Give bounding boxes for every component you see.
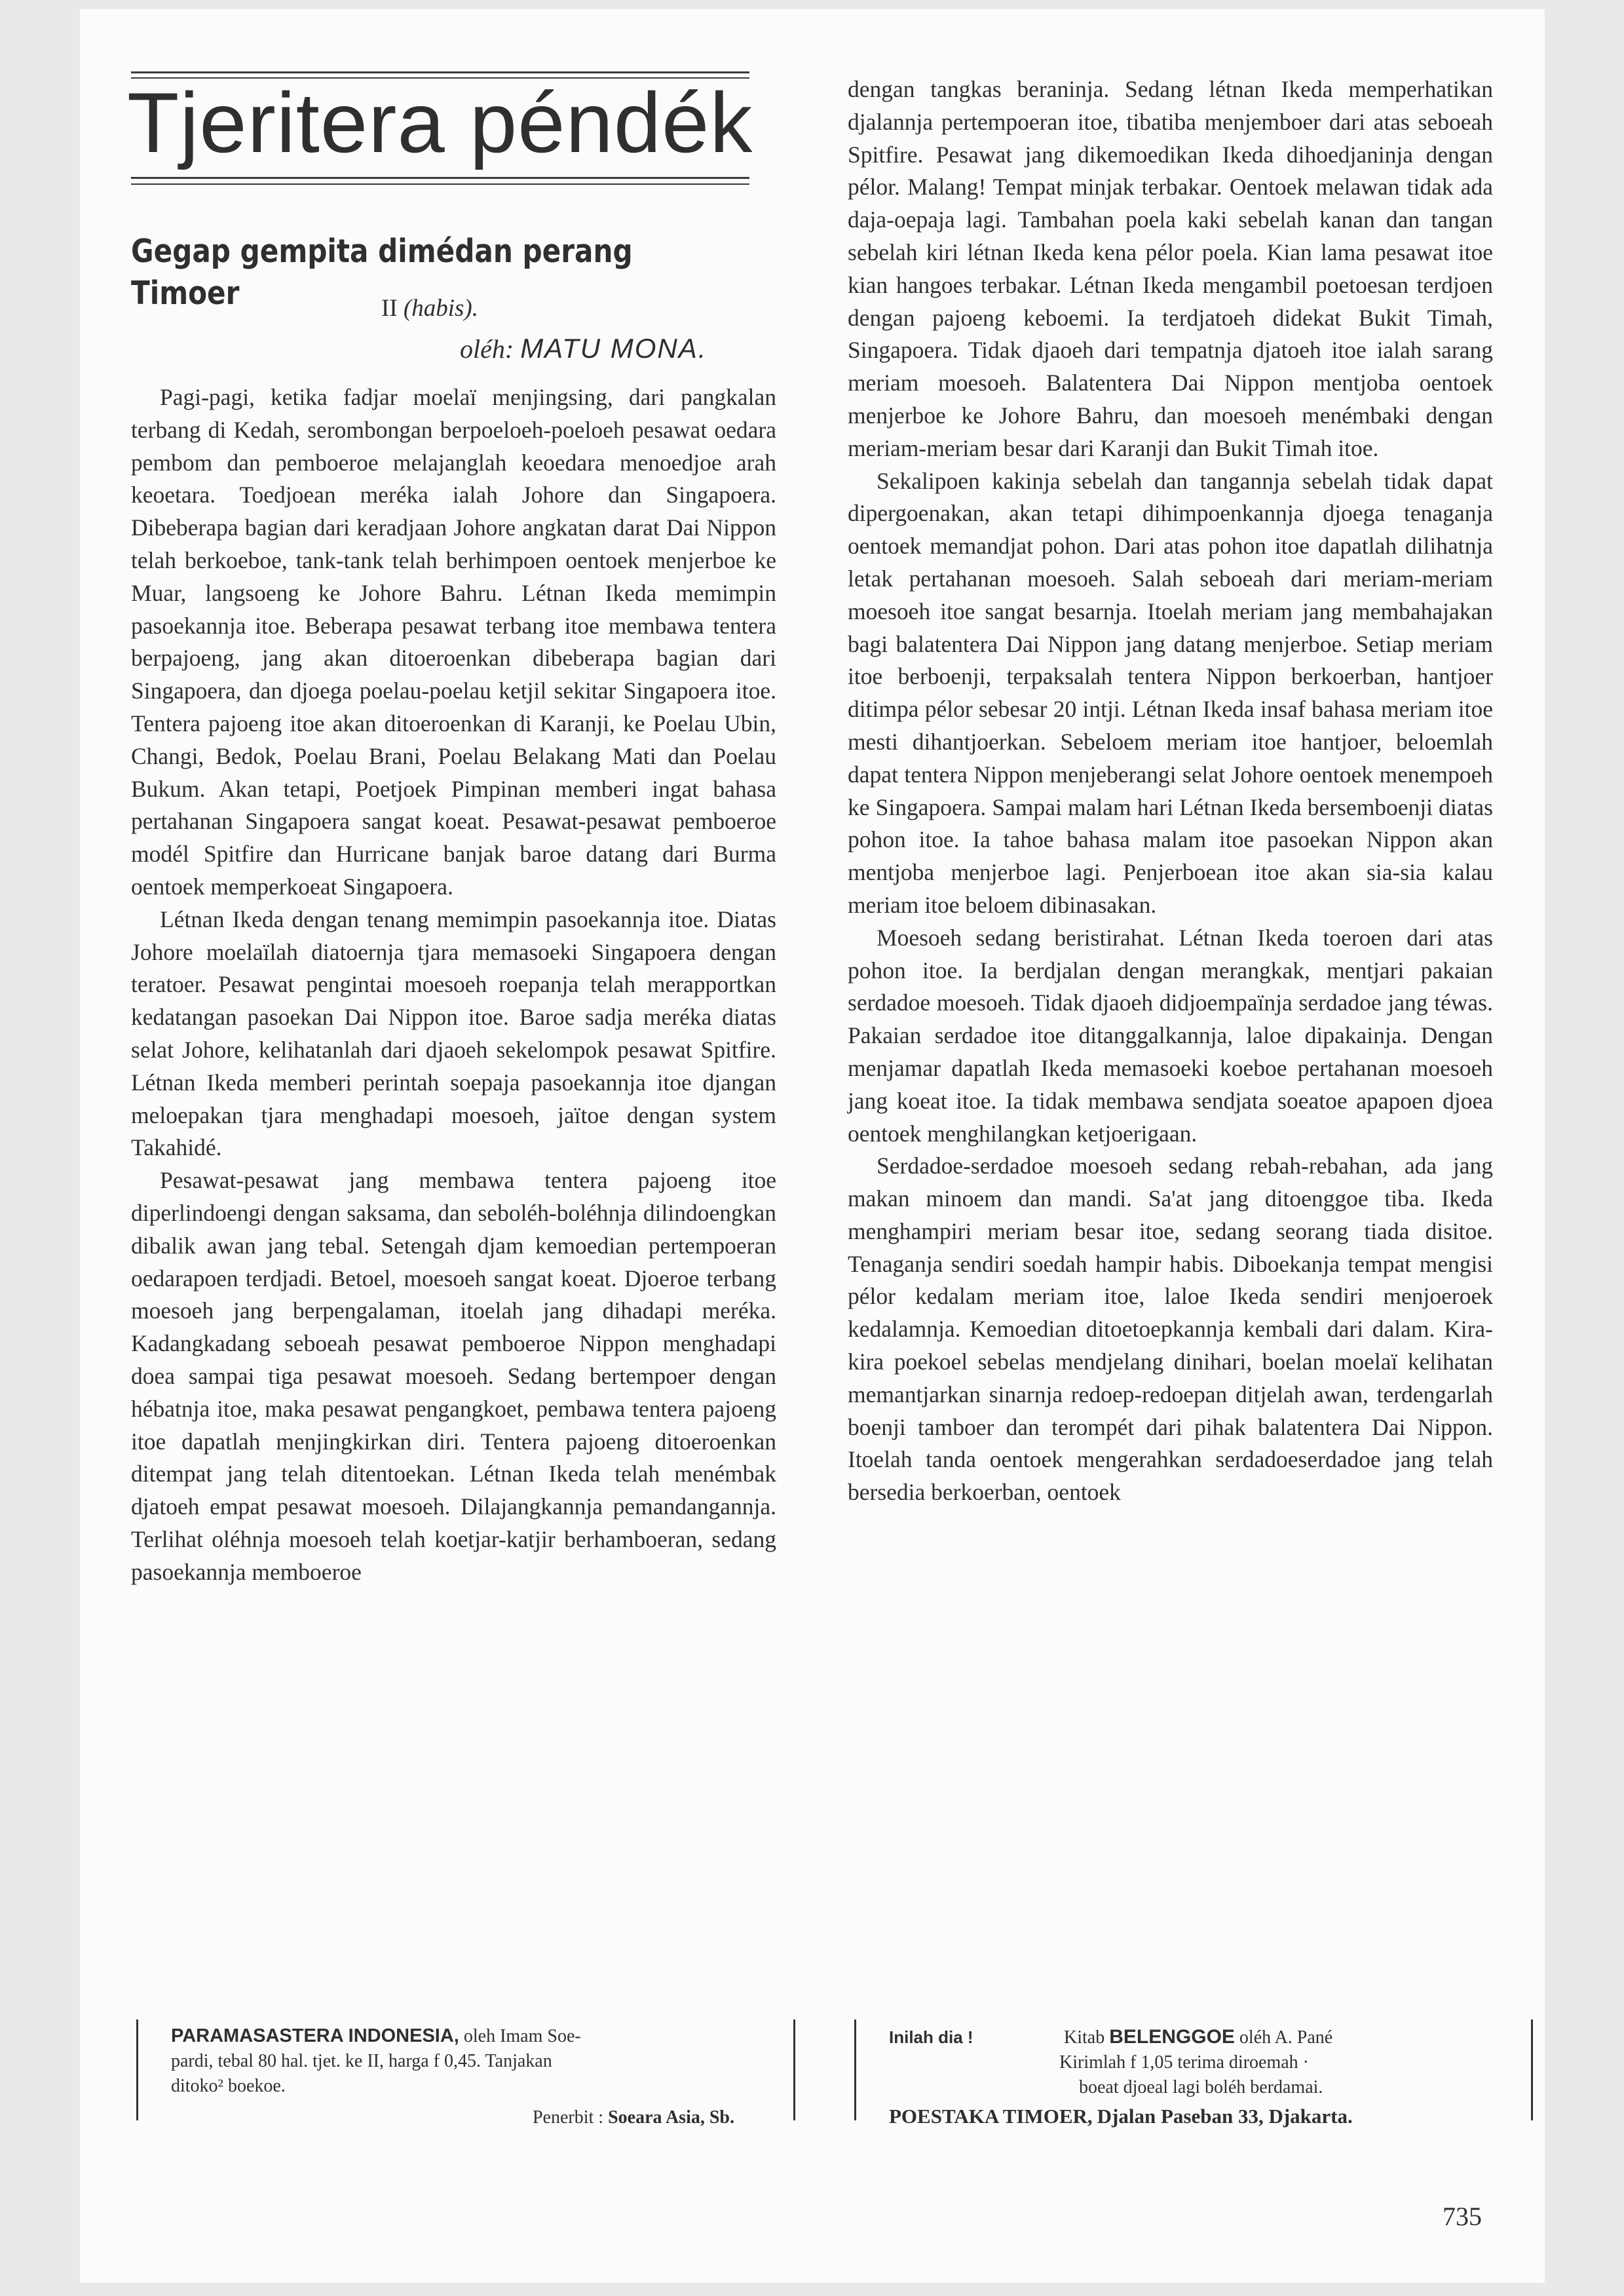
title-rule-bottom: [131, 177, 749, 179]
paragraph: Sekalipoen kakinja sebelah dan tangannja sebelah tidak dapat dipergoenakan, akan tetapi dihimpoenkannja djoega tenaganja oentoek memandjat pohon. Dari atas pohon itoe dapatlah dilihatnja letak pertahanan moesoeh. Salah seboeah dari meriam-meriam moesoeh itoe sangat besarnja. Itoelah meriam jang membahajakan bagi balatentera Dai Nippon jang datang menjerboe. Setiap meriam itoe berboenji, terpaksalah tentera Nippon berkoerban, hantjoer ditimpa pélor sebesar 20 intji. Létnan Ikeda insaf bahasa meriam itoe mesti dihantjoerkan. Sebeloem meriam itoe hantjoer, beloemlah dapat tentera Nippon menjeberangi selat Johore oentoek menempoeh ke Singapoera. Sampai malam hari Létnan Ikeda bersemboenji diatas pohon itoe. Ia tahoe bahasa malam itoe pasoekan Nippon akan mentjoba menjerboe lagi. Penjerboean itoe akan sia-sia kalau meriam itoe beloem dibinasakan.: [848, 467, 1493, 918]
paragraph: Serdadoe-serdadoe moesoeh sedang rebah-rebahan, ada jang makan minoem dan mandi. Sa'at jang ditoenggoe tiba. Ikeda menghampiri meriam besar itoe, sedang seorang tiada disitoe. Tenaganja sendiri soedah hampir habis. Diboekanja tempat mengisi pélor kedalam meriam itoe, laloe Ikeda sendiri menjoeroek kedalamnja. Kemoedian ditoetoepkannja kembali dari dalam. Kira-kira poekoel sebelas mendjelang dinihari, boelan moelaï kelihatan memantjarkan sinarnja redoep-redoepan ditjelah awan, terdengarlah boenji tamboer dan terompét dari pihak balatentera Dai Nippon. Itoelah tanda oentoek mengerahkan serdadoeserdadoe jang telah bersedia berkoerban, oentoek: [848, 1153, 1493, 1506]
ad-publisher-label: Penerbit :: [532, 2107, 604, 2128]
page-number: 735: [1443, 2202, 1482, 2231]
ad-publisher: Soeara Asia, Sb.: [608, 2107, 734, 2128]
ad-book-title: PARAMASASTERA INDONESIA,: [171, 2025, 459, 2046]
ad-book-title: BELENGGOE: [1109, 2026, 1235, 2048]
ad-address: Djalan Paseban 33, Djakarta.: [1097, 2105, 1353, 2128]
ad-kitab: Kitab: [1064, 2027, 1105, 2048]
ad-shop: POESTAKA TIMOER,: [889, 2105, 1093, 2128]
left-column: [131, 381, 776, 1588]
ad-line-3: boeat djoeal lagi boléh berdamai.: [1079, 2077, 1323, 2097]
ad-line-1: [889, 2025, 1518, 2050]
ad-shop-line: [889, 2104, 1518, 2130]
ad-line-1-rest: oleh Imam Soe-: [463, 2026, 581, 2046]
article-title: Gegap gempita dimédan perang Timoer: [131, 233, 633, 312]
author-prefix: oléh:: [460, 334, 514, 364]
ad-line-2: Kirimlah f 1,05 terima diroemah ·: [1059, 2052, 1309, 2073]
paragraph: dengan tangkas beraninja. Sedang létnan Ikeda memperhatikan djalannja pertempoeran itoe, tibatiba menjemboer dari atas seboeah Spitfire. Pesawat jang dikemoedikan Ikeda dihoedjaninja dengan pélor. Malang! Tempat minjak terbakar. Oentoek melawan tidak ada daja-oepaja lagi. Tambahan poela kaki sebelah kanan dan tangan sebelah kiri létnan Ikeda kena pélor poela. Kian lama pesawat itoe kian hangoes terbakar. Létnan Ikeda mengambil poetoesan terdjoen dengan pajoeng keboemi. Ia terdjatoeh didekat Bukit Timah, Singapoera. Tidak djaoeh dari tempatnja djatoeh itoe ialah sarang meriam moesoeh. Balatentera Dai Nippon mentjoba oentoek menjerboe ke Johore Bahru, dan moesoeh menémbaki dengan meriam-meriam besar dari Karanji dan Bukit Timah itoe.: [848, 76, 1493, 461]
paragraph: Pesawat-pesawat jang membawa tentera pajoeng itoe diperlindoengi dengan saksama, dan seboléh-boléhnja dilindoengkan dibalik awan jang tebal. Setengah djam kemoedian pertempoeran oedarapoen terdjadi. Betoel, moesoeh sangat koeat. Djoeroe terbang moesoeh jang berpengalaman, itoelah jang dihadapi meréka. Kadangkadang seboeah pesawat pemboeroe Nippon menghadapi doea sampai tiga pesawat moesoeh. Sedang bertempoer dengan hébatnja itoe, maka pesawat pengangkoet, pembawa tentera pajoeng itoe dapatlah menjingkirkan diri. Tentera pajoeng ditoeroenkan ditempat jang telah ditentoekan. Létnan Ikeda telah menémbak djatoeh empat pesawat moesoeh. Dilajangkannja pemandangannja. Terlihat oléhnja moesoeh telah koetjar-katjir berhamboeran, sedang pasoekannja memboeroe: [131, 1167, 776, 1585]
ad-body: [889, 2025, 1518, 2130]
title-rule-bottom-thin: [131, 183, 749, 185]
ad-line-2: pardi, tebal 80 hal. tjet. ke II, harga f 0,45. Tanjakan: [171, 2051, 552, 2071]
ad-line-1: [171, 2023, 774, 2049]
author-name: MATU MONA.: [520, 333, 708, 364]
ad-publisher-line: [171, 2105, 774, 2130]
part-numeral: II: [381, 295, 398, 322]
part-note: (habis).: [403, 295, 478, 322]
ad-body: [171, 2023, 774, 2130]
magazine-page: [80, 9, 1545, 2283]
ad-paramasastera: [136, 2019, 795, 2128]
paragraph: Pagi-pagi, ketika fadjar moelaï menjingsing, dari pangkalan terbang di Kedah, serombongan berpoeloeh-poeloeh pesawat oedara pembom dan pemboeroe melajanglah keoedara menoedjoe arah keoetara. Toedjoean meréka ialah Johore dan Singapoera. Dibeberapa bagian dari keradjaan Johore angkatan darat Dai Nippon telah berkoeboe, tank-tank telah berhimpoen oentoek menjerboe ke Muar, langsoeng ke Johore Bahru. Létnan Ikeda memimpin pasoekannja itoe. Beberapa pesawat terbang itoe membawa tentera berpajoeng, jang akan ditoeroenkan dibeberapa bagian dari Singapoera, dan djoega poelau-poelau ketjil sekitar Singapoera itoe. Tentera pajoeng itoe akan ditoeroenkan di Karanji, ke Poelau Ubin, Changi, Bedok, Poelau Brani, Poelau Belakang Mati dan Poelau Bukum. Akan tetapi, Poetjoek Pimpinan memberi ingat bahasa pertahanan Singapoera sangat koeat. Pesawat-pesawat pemboeroe modél Spitfire dan Hurricane banjak baroe datang dari Burma oentoek memperkoeat Singapoera.: [131, 384, 776, 900]
ad-line-3: ditoko² boekoe.: [171, 2076, 286, 2096]
part-label: [381, 292, 478, 325]
author-line: [460, 332, 707, 366]
right-column: [848, 73, 1493, 1509]
section-title: Tjeritera péndék: [127, 75, 753, 170]
paragraph: Létnan Ikeda dengan tenang memimpin pasoekannja itoe. Diatas Johore moelaïlah diatoernja tjara memasoeki Singapoera dengan teratoer. Pesawat pengintai moesoeh roepanja telah merapportkan kedatangan pasoekan Dai Nippon itoe. Baroe sadja meréka diatas selat Johore, kelihatanlah dari djaoeh sekelompok pesawat Spitfire. Létnan Ikeda memberi perintah soepaja pasoekannja itoe djangan meloepakan tjara menghadapi moesoeh, jaïtoe dengan system Takahidé.: [131, 906, 776, 1161]
paragraph: Moesoeh sedang beristirahat. Létnan Ikeda toeroen dari atas pohon itoe. Ia berdjalan dengan merangkak, mentjari pakaian serdadoe moesoeh. Tidak djaoeh didjoempaïnja serdadoe jang téwas. Pakaian serdadoe itoe ditanggalkannja, laloe dipakainja. Dengan menjamar dapatlah Ikeda memasoeki koeboe pertahanan moesoeh jang koeat itoe. Ia tidak membawa sendjata soeatoe apapoen djoea oentoek menghilangkan ketjoerigaan.: [848, 924, 1493, 1147]
ad-lead: Inilah dia !: [889, 2027, 973, 2047]
ad-book-author: oléh A. Pané: [1239, 2027, 1333, 2048]
ad-belenggoe: [854, 2019, 1533, 2128]
